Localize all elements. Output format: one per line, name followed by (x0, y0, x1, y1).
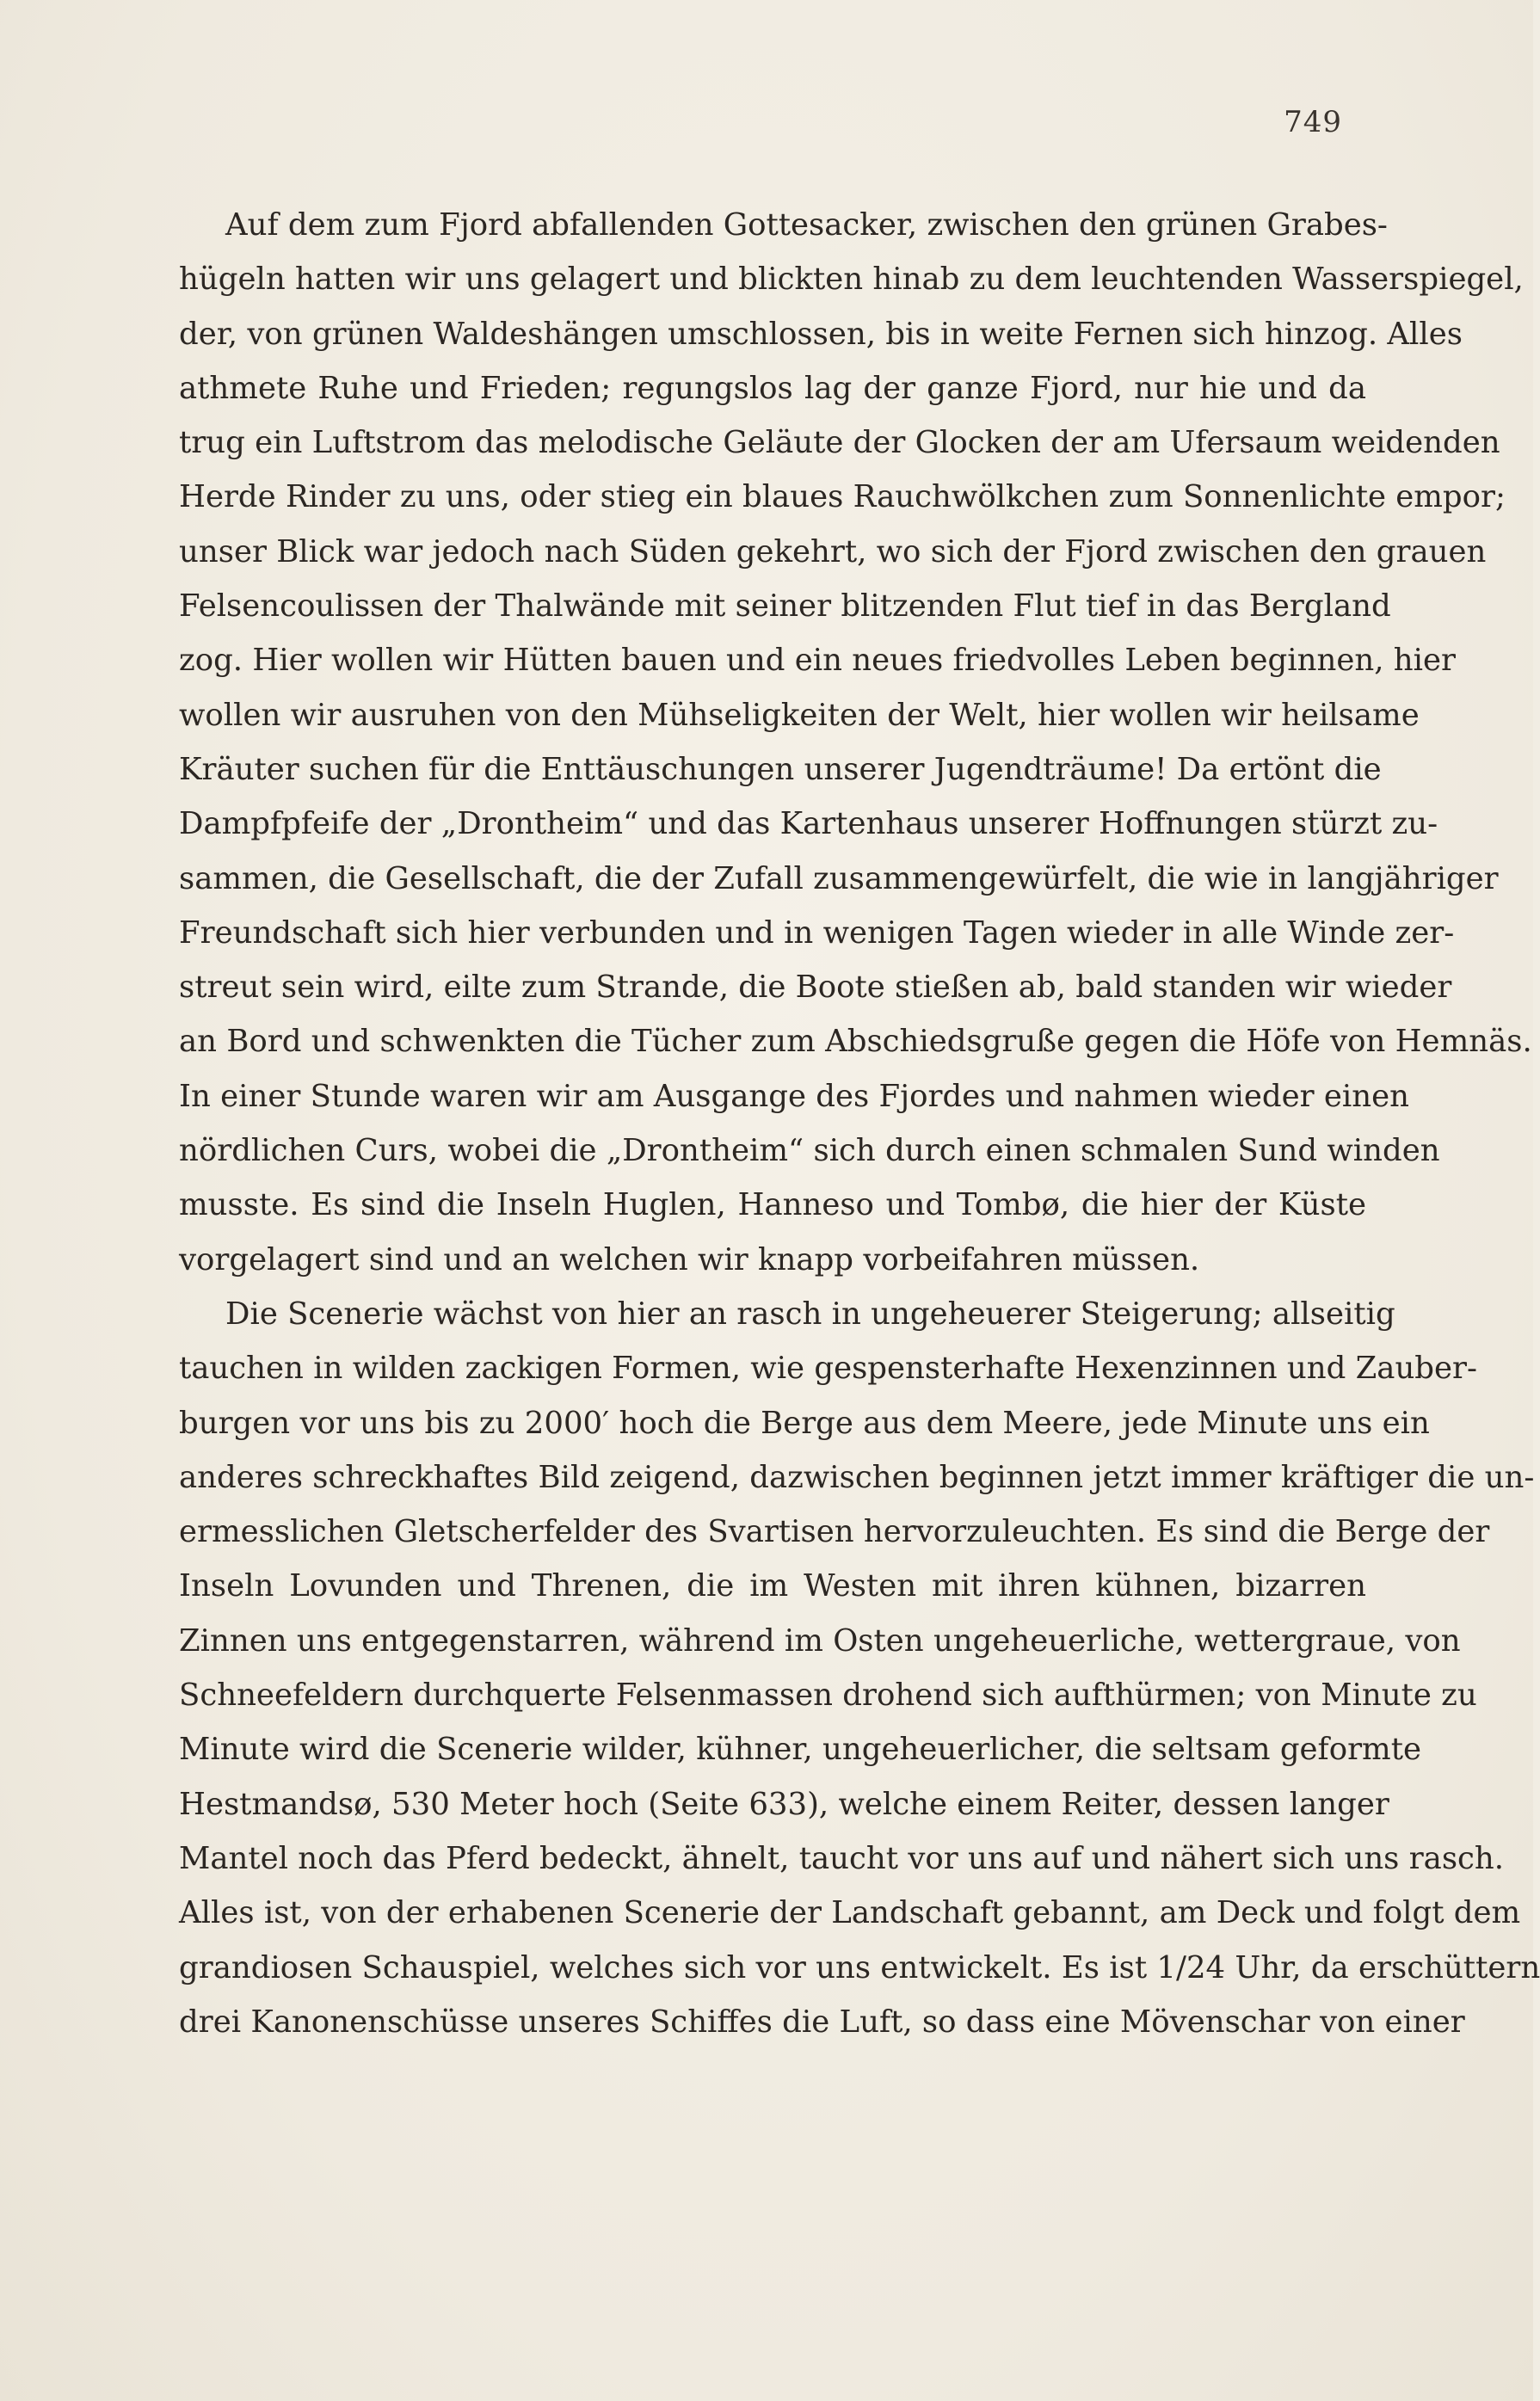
text-line: zog. Hier wollen wir Hütten bauen und ein neues friedvolles Leben beginnen, hier (179, 643, 1456, 679)
text-line: streut sein wird, eilte zum Strande, die Boote stießen ab, bald standen wir wieder (179, 970, 1452, 1006)
text-line: Mantel noch das Pferd bedeckt, ähnelt, taucht vor uns auf und nähert sich uns rasch. (179, 1840, 1505, 1876)
text-line: der, von grünen Waldeshängen umschlossen, bis in weite Fernen sich hinzog. Alles (179, 316, 1463, 352)
text-line: drei Kanonenschüsse unseres Schiffes die Luft, so dass eine Mövenschar von einer (179, 2004, 1465, 2040)
text-line: nördlichen Curs, wobei die „Drontheim“ sich durch einen schmalen Sund winden (179, 1133, 1440, 1169)
text-line: Alles ist, von der erhabenen Scenerie der Landschaft gebannt, am Deck und folgt dem (179, 1895, 1521, 1931)
paragraph-2 (179, 1287, 1540, 2049)
text-line: In einer Stunde waren wir am Ausgange des Fjordes und nahmen wieder einen (179, 1078, 1410, 1114)
text-line: Die Scenerie wächst von hier an rasch in ungeheuerer Steigerung; allseitig (225, 1296, 1395, 1332)
text-line: grandiosen Schauspiel, welches sich vor uns entwickelt. Es ist 1/24 Uhr, da erschüttern (179, 1949, 1540, 1985)
text-line: Schneefeldern durchquerte Felsenmassen drohend sich aufthürmen; von Minute zu (179, 1678, 1477, 1714)
text-line: an Bord und schwenkten die Tücher zum Abschiedsgruße gegen die Höfe von Hemnäs. (179, 1024, 1532, 1060)
text-line: anderes schreckhaftes Bild zeigend, dazwischen beginnen jetzt immer kräftiger die un- (179, 1459, 1535, 1495)
text-line: Inseln Lovunden und Threnen, die im Westen mit ihren kühnen, bizarren (179, 1568, 1366, 1604)
paragraph-1 (179, 198, 1532, 1287)
text-line: burgen vor uns bis zu 2000′ hoch die Berge aus dem Meere, jede Minute uns ein (179, 1405, 1430, 1441)
text-line: trug ein Luftstrom das melodische Geläute der Glocken der am Ufersaum weidenden (179, 425, 1500, 461)
text-line: ermesslichen Gletscherfelder des Svartisen hervorzuleuchten. Es sind die Berge der (179, 1514, 1490, 1550)
text-line: Hestmandsø, 530 Meter hoch (Seite 633), welche einem Reiter, dessen langer (179, 1786, 1389, 1822)
text-line: Kräuter suchen für die Enttäuschungen unserer Jugendträume! Da ertönt die (179, 751, 1382, 787)
text-line: Dampfpfeife der „Drontheim“ und das Kartenhaus unserer Hoffnungen stürzt zu- (179, 806, 1438, 842)
text-line: Zinnen uns entgegenstarren, während im Osten ungeheuerliche, wettergraue, von (179, 1622, 1461, 1659)
text-line: Auf dem zum Fjord abfallenden Gottesacker, zwischen den grünen Grabes- (225, 207, 1388, 243)
body-text (179, 198, 1540, 2049)
text-line: Freundschaft sich hier verbunden und in wenigen Tagen wieder in alle Winde zer- (179, 914, 1455, 951)
text-line: Minute wird die Scenerie wilder, kühner, ungeheuerlicher, die seltsam geformte (179, 1732, 1421, 1768)
text-line: tauchen in wilden zackigen Formen, wie gespensterhafte Hexenzinnen und Zauber- (179, 1351, 1478, 1387)
text-line: wollen wir ausruhen von den Mühseligkeiten der Welt, hier wollen wir heilsame (179, 697, 1420, 733)
text-line: unser Blick war jedoch nach Süden gekehrt, wo sich der Fjord zwischen den grauen (179, 533, 1487, 569)
page-number: 749 (1284, 105, 1342, 139)
text-line: sammen, die Gesellschaft, die der Zufall zusammengewürfelt, die wie in langjähriger (179, 860, 1499, 896)
text-line: athmete Ruhe und Frieden; regungslos lag der ganze Fjord, nur hie und da (179, 370, 1366, 406)
text-line: hügeln hatten wir uns gelagert und blickten hinab zu dem leuchtenden Wasserspiegel, (179, 262, 1524, 298)
text-line: musste. Es sind die Inseln Huglen, Hanneso und Tombø, die hier der Küste (179, 1187, 1366, 1223)
text-line: Felsencoulissen der Thalwände mit seiner blitzenden Flut tief in das Bergland (179, 588, 1391, 625)
text-line: vorgelagert sind und an welchen wir knapp vorbeifahren müssen. (179, 1241, 1200, 1277)
text-line: Herde Rinder zu uns, oder stieg ein blaues Rauchwölkchen zum Sonnenlichte empor; (179, 479, 1506, 515)
